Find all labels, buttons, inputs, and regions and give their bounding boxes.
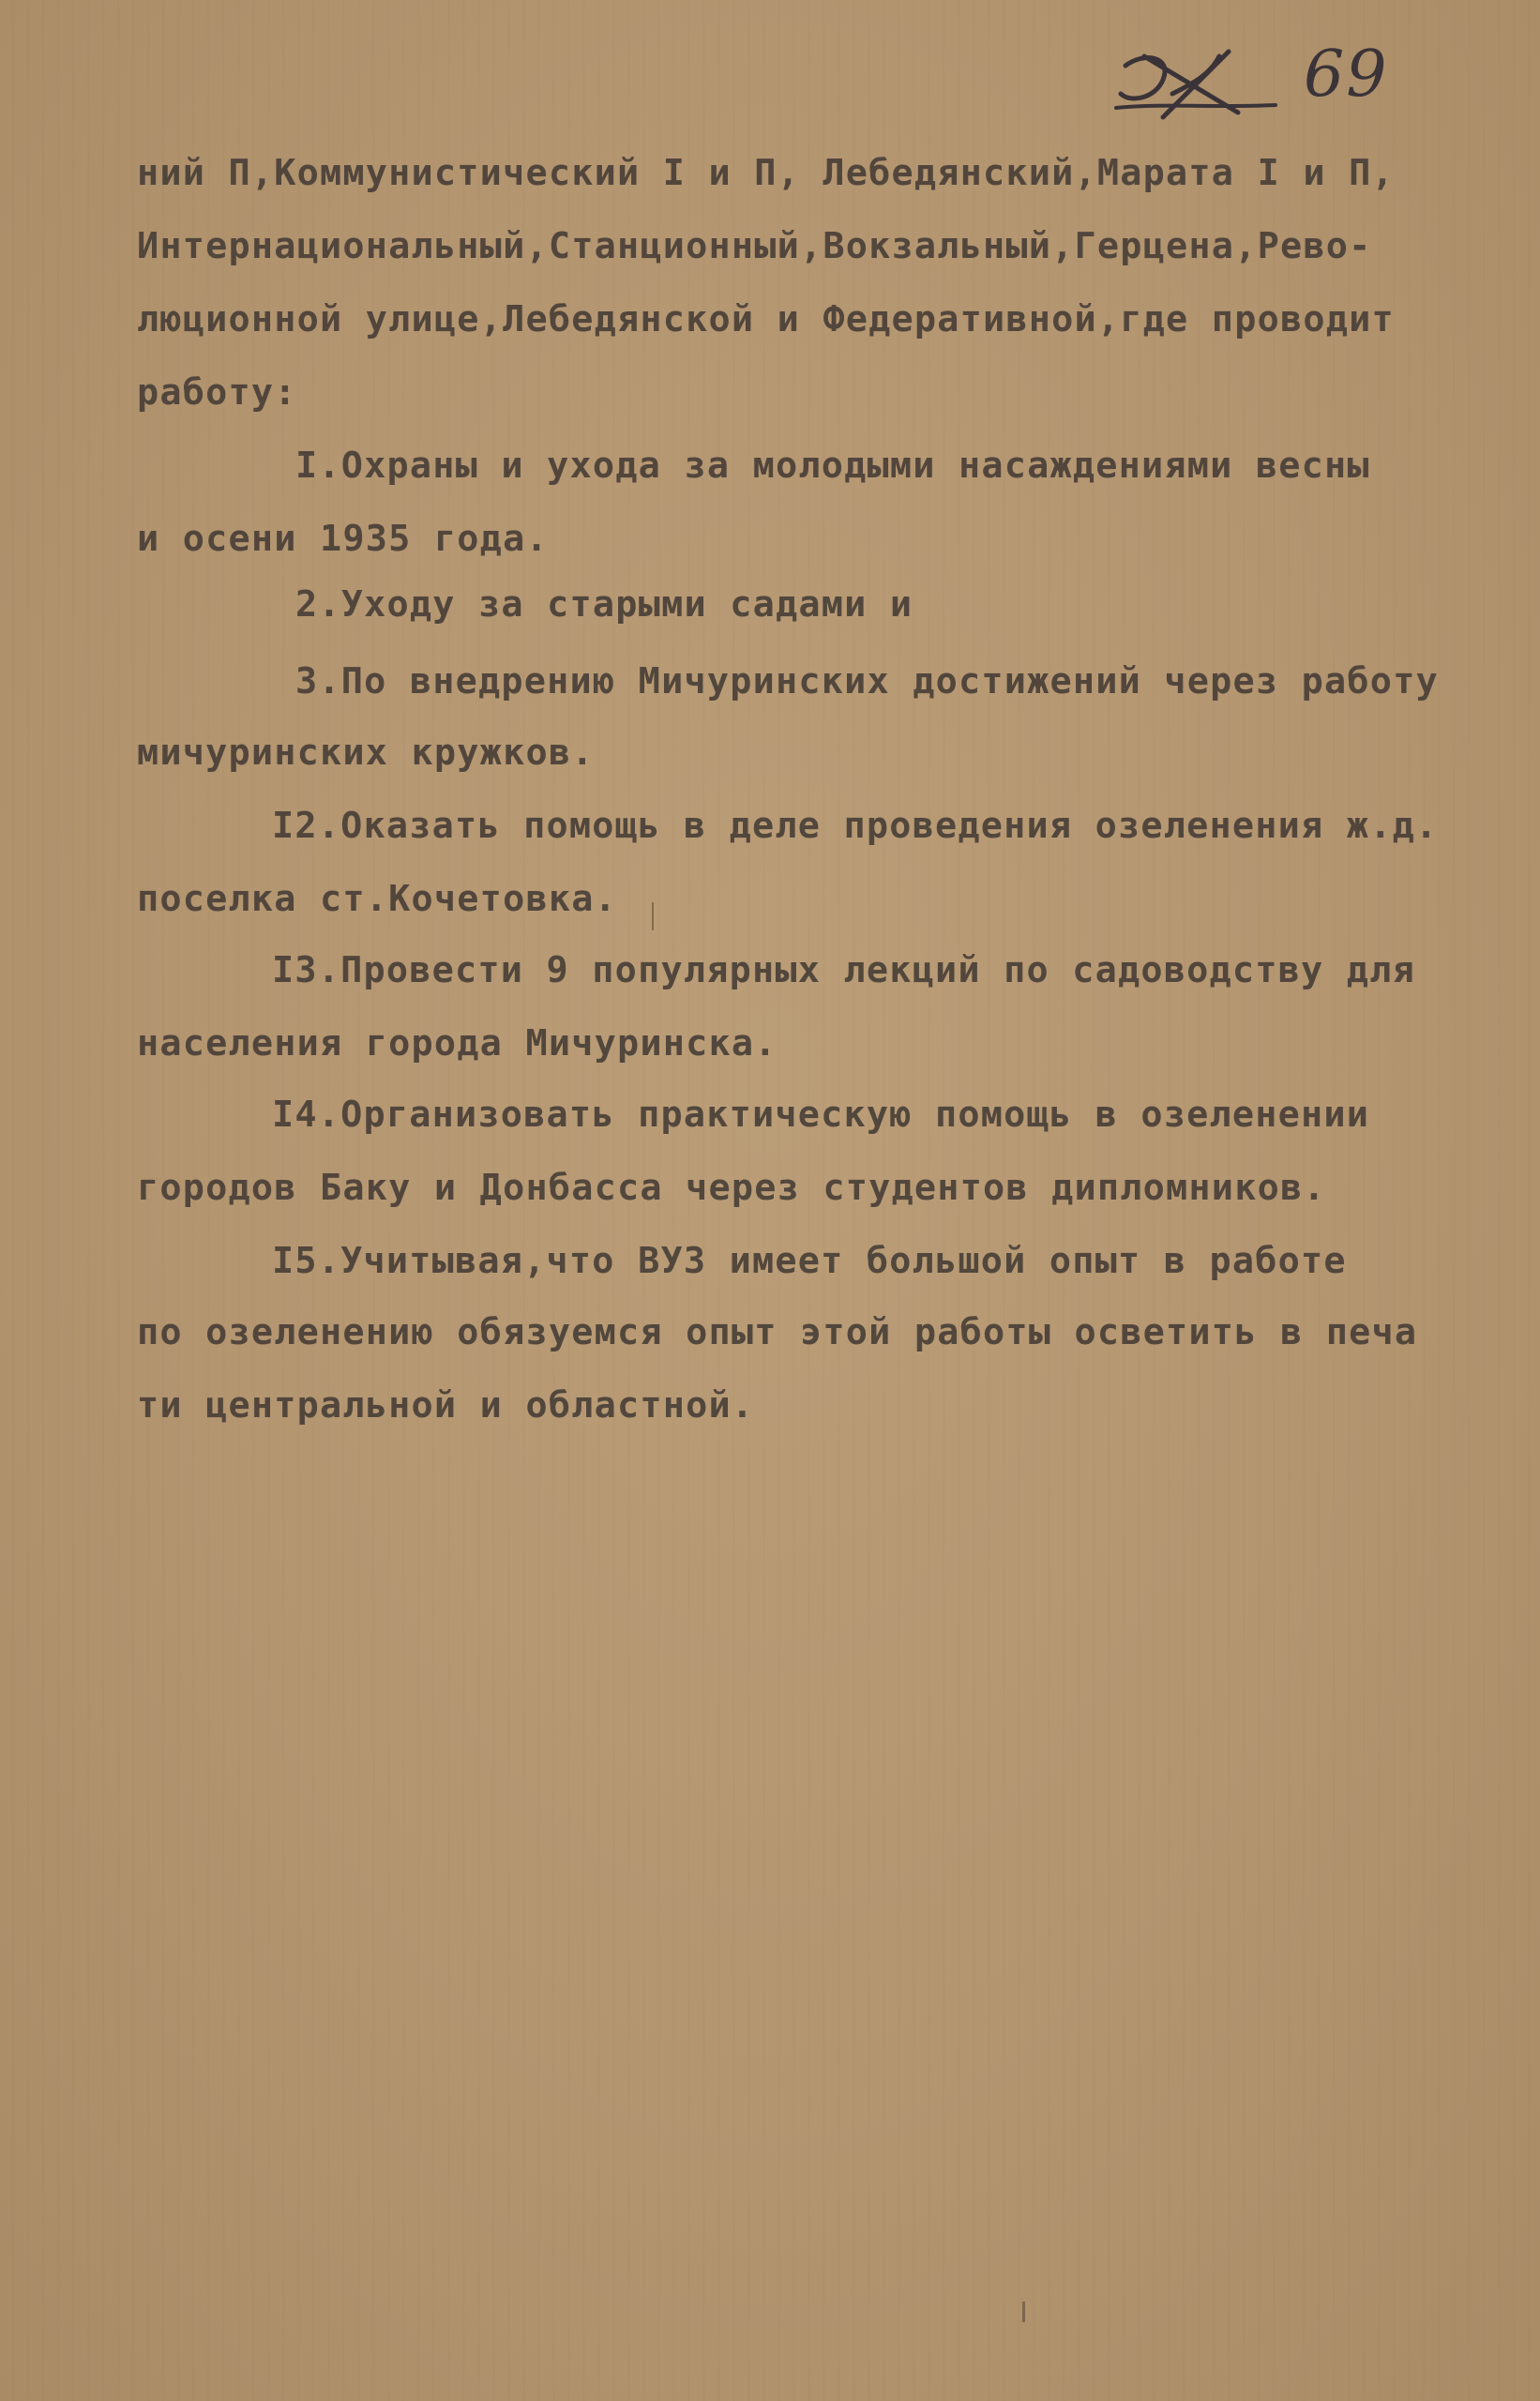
text-line: поселка ст.Кочетовка. [137,878,617,920]
text-line: Интернациональный,Станционный,Вокзальный,Герцена,Рево- [137,225,1372,267]
text-line: городов Баку и Донбасса через студентов дипломников. [137,1167,1326,1209]
text-line: 3.По внедрению Мичуринских достижений через работу [295,660,1439,702]
text-line: мичуринских кружков. [137,732,595,774]
text-line: I5.Учитывая,что ВУЗ имеет большой опыт в работе [272,1240,1347,1282]
text-line: работу: [137,371,297,414]
archive-folio-stamp [1107,28,1388,131]
text-line: по озеленению обязуемся опыт этой работы осветить в печа [137,1311,1418,1353]
folio-number: 69 [1304,38,1389,112]
paper-scratch [652,902,654,930]
text-line: I4.Организовать практическую помощь в озеленении [272,1094,1370,1136]
text-line: I.Охраны и ухода за молодыми насаждениями весны [295,445,1370,487]
text-line: 2.Уходу за старыми садами и [295,583,913,626]
text-line: населения города Мичуринска. [137,1022,778,1065]
text-line: I2.Оказать помощь в деле проведения озеленения ж.д. [272,805,1439,847]
text-line: ти центральной и областной. [137,1384,755,1427]
text-line: I3.Провести 9 популярных лекций по садоводству для [272,949,1415,991]
paper-scratch [1022,2302,1025,2322]
crossed-out-folio-icon [1107,28,1294,131]
text-line: люционной улице,Лебедянской и Федеративной,где проводит [137,298,1395,340]
text-line: ний П,Коммунистический I и П, Лебедянский,Марата I и П, [137,152,1395,194]
text-line: и осени 1935 года. [137,518,549,560]
